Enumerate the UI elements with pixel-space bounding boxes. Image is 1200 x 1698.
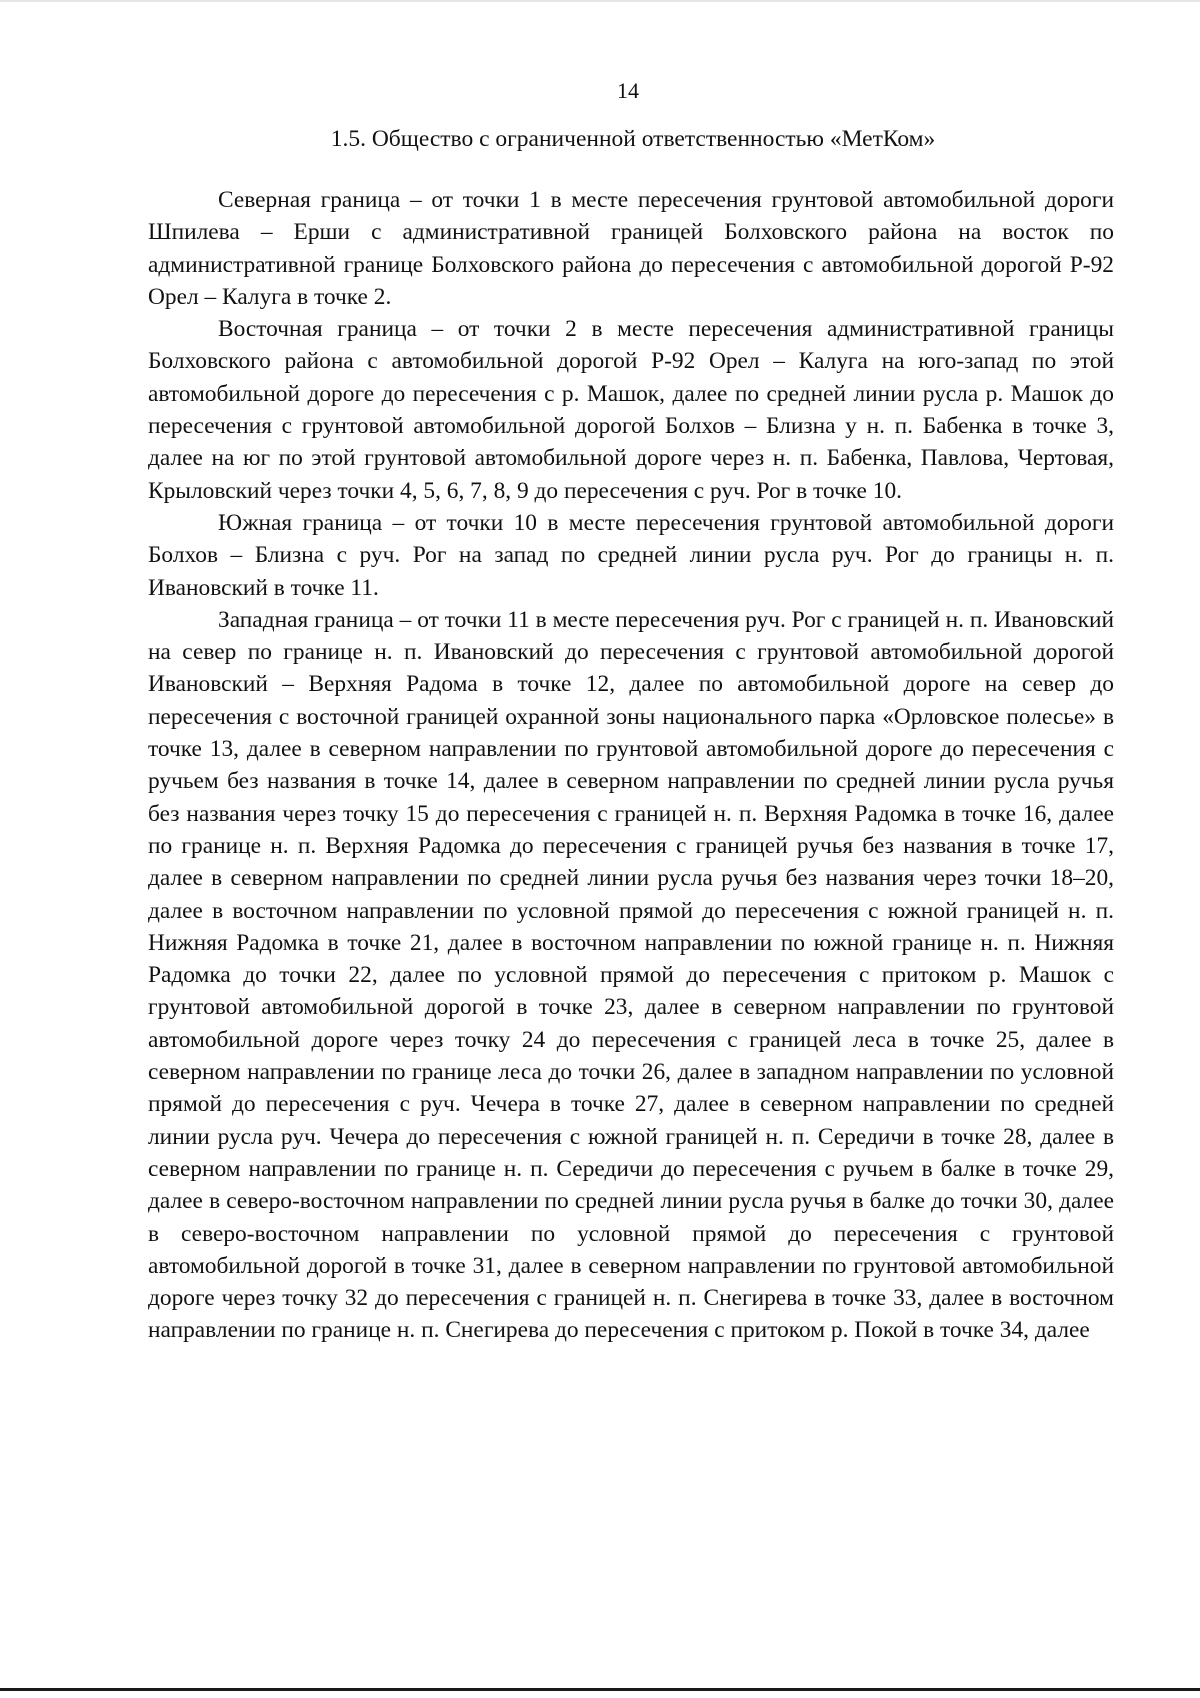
document-body	[148, 184, 1114, 1347]
scan-edge-top	[0, 0, 1200, 2]
section-title: 1.5. Общество с ограниченной ответственностью «МетКом»	[330, 126, 936, 152]
paragraph-east-boundary: Восточная граница – от точки 2 в месте пересечения административной границы Болховского района с автомобильной дорогой Р-92 Орел – Калуга на юго-запад по этой автомобильной дороге до пересечения с р. Машок, далее по средней линии русла р. Машок до пересечения с грунтовой автомобильной дорогой Болхов – Близна у н. п. Бабенка в точке 3, далее на юг по этой грунтовой автомобильной дороге через н. п. Бабенка, Павлова, Чертовая, Крыловский через точки 4, 5, 6, 7, 8, 9 до пересечения с руч. Рог в точке 10.	[148, 316, 1114, 504]
page-number: 14	[617, 78, 639, 103]
paragraph-north-boundary: Северная граница – от точки 1 в месте пересечения грунтовой автомобильной дороги Шпилева – Ерши с административной границей Болховского района на восток по административной границе Болховского района до пересечения с автомобильной дорогой Р-92 Орел – Калуга в точке 2.	[148, 187, 1114, 310]
paragraph-west-boundary: Западная граница – от точки 11 в месте пересечения руч. Рог с границей н. п. Ивановский на север по границе н. п. Ивановский до пересечения с грунтовой автомобильной дорогой Ивановский – Верхняя Радома в точке 12, далее по автомобильной дороге на север до пересечения с восточной границей охранной зоны национального парка «Орловское полесье» в точке 13, далее в северном направлении по грунтовой автомобильной дороге до пересечения с ручьем без названия в точке 14, далее в северном направлении по средней линии русла ручья без названия через точку 15 до пересечения с границей н. п. Верхняя Радомка в точке 16, далее по границе н. п. Верхняя Радомка до пересечения с границей ручья без названия в точке 17, далее в северном направлении по средней линии русла ручья без названия через точки 18–20, далее в восточном направлении по условной прямой до пересечения с южной границей н. п. Нижняя Радомка в точке 21, далее в восточном направлении по южной границе н. п. Нижняя Радомка до точки 22, далее по условной прямой до пересечения с притоком р. Машок с грунтовой автомобильной дорогой в точке 23, далее в северном направлении по грунтовой автомобильной дороге через точку 24 до пересечения с границей леса в точке 25, далее в северном направлении по границе леса до точки 26, далее в западном направлении по условной прямой до пересечения с руч. Чечера в точке 27, далее в северном направлении по средней линии русла руч. Чечера до пересечения с южной границей н. п. Середичи в точке 28, далее в северном направлении по границе н. п. Середичи до пересечения с ручьем в балке в точке 29, далее в северо-восточном направлении по средней линии русла ручья в балке до точки 30, далее в северо-восточном направлении по условной прямой до пересечения с грунтовой автомобильной дорогой в точке 31, далее в северном направлении по грунтовой автомобильной дороге через точку 32 до пересечения с границей н. п. Снегирева в точке 33, далее в восточном направлении по границе н. п. Снегирева до пересечения с притоком р. Покой в точке 34, далее	[148, 606, 1114, 1344]
paragraph-south-boundary: Южная граница – от точки 10 в месте пересечения грунтовой автомобильной дороги Болхов – Близна с руч. Рог на запад по средней линии русла руч. Рог до границы н. п. Ивановский в точке 11.	[148, 509, 1114, 601]
scan-edge-bottom	[0, 1688, 1200, 1691]
